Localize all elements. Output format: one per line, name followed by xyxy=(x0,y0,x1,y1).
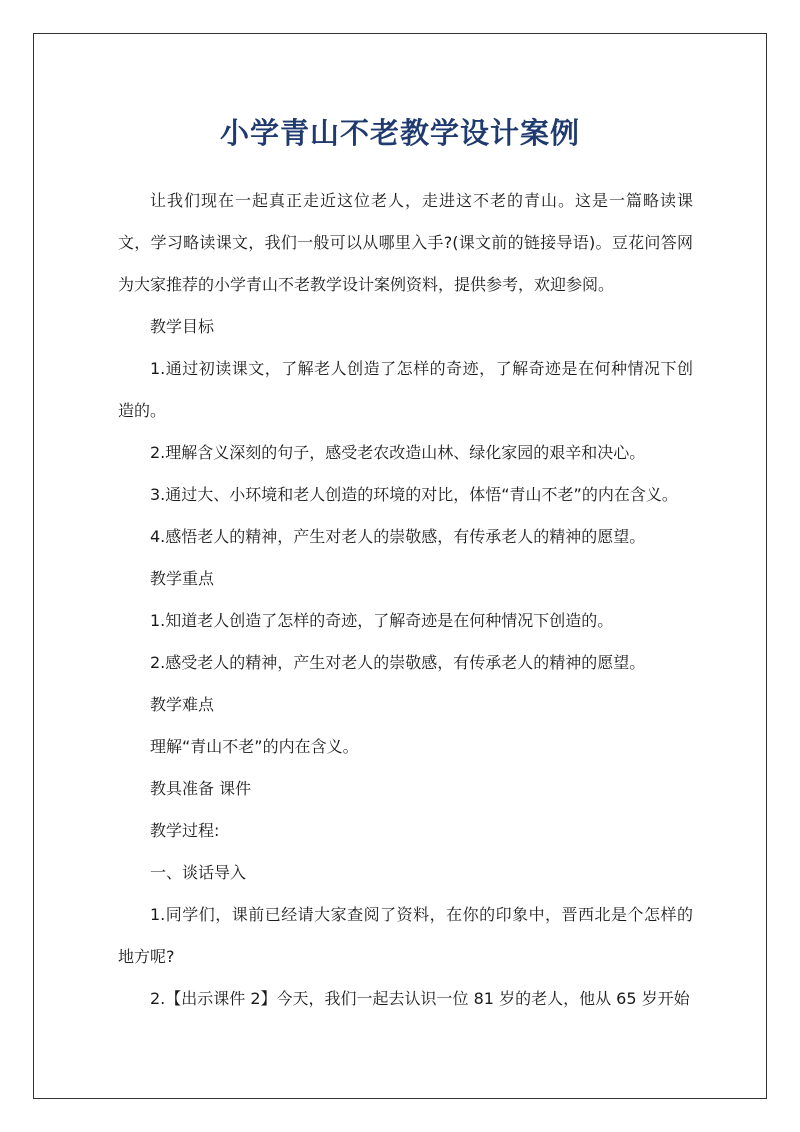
document-body xyxy=(118,180,693,1020)
objective-item: 1.通过初读课文，了解老人创造了怎样的奇迹，了解奇迹是在何种情况下创造的。 xyxy=(118,359,693,420)
process-step-heading: 一、谈话导入 xyxy=(150,863,247,882)
objective-item: 2.理解含义深刻的句子，感受老农改造山林、绿化家园的艰辛和决心。 xyxy=(150,443,646,462)
section-heading-objectives: 教学目标 xyxy=(150,317,215,336)
document-title: 小学青山不老教学设计案例 xyxy=(219,116,580,150)
difficulty-item: 理解“青山不老”的内在含义。 xyxy=(150,737,359,756)
key-point-item: 2.感受老人的精神，产生对老人的崇敬感，有传承老人的精神的愿望。 xyxy=(150,653,646,672)
section-heading-difficulties: 教学难点 xyxy=(150,695,215,714)
process-step-item: 1.同学们，课前已经请大家查阅了资料，在你的印象中，晋西北是个怎样的地方呢? xyxy=(118,905,693,966)
objective-item: 4.感悟老人的精神，产生对老人的崇敬感，有传承老人的精神的愿望。 xyxy=(150,527,646,546)
section-heading-key-points: 教学重点 xyxy=(150,569,215,588)
key-point-item: 1.知道老人创造了怎样的奇迹，了解奇迹是在何种情况下创造的。 xyxy=(150,611,614,630)
intro-paragraph: 让我们现在一起真正走近这位老人，走进这不老的青山。这是一篇略读课文，学习略读课文，我们一般可以从哪里入手?(课文前的链接导语)。豆花问答网为大家推荐的小学青山不老教学设计案例资料，提供参考，欢迎参阅。 xyxy=(118,191,693,294)
process-step-item: 2.【出示课件 2】今天，我们一起去认识一位 81 岁的老人，他从 65 岁开始 xyxy=(150,989,690,1008)
teaching-aids: 教具准备 课件 xyxy=(150,779,252,798)
objective-item: 3.通过大、小环境和老人创造的环境的对比，体悟“青山不老”的内在含义。 xyxy=(150,485,678,504)
section-heading-process: 教学过程: xyxy=(150,821,220,840)
